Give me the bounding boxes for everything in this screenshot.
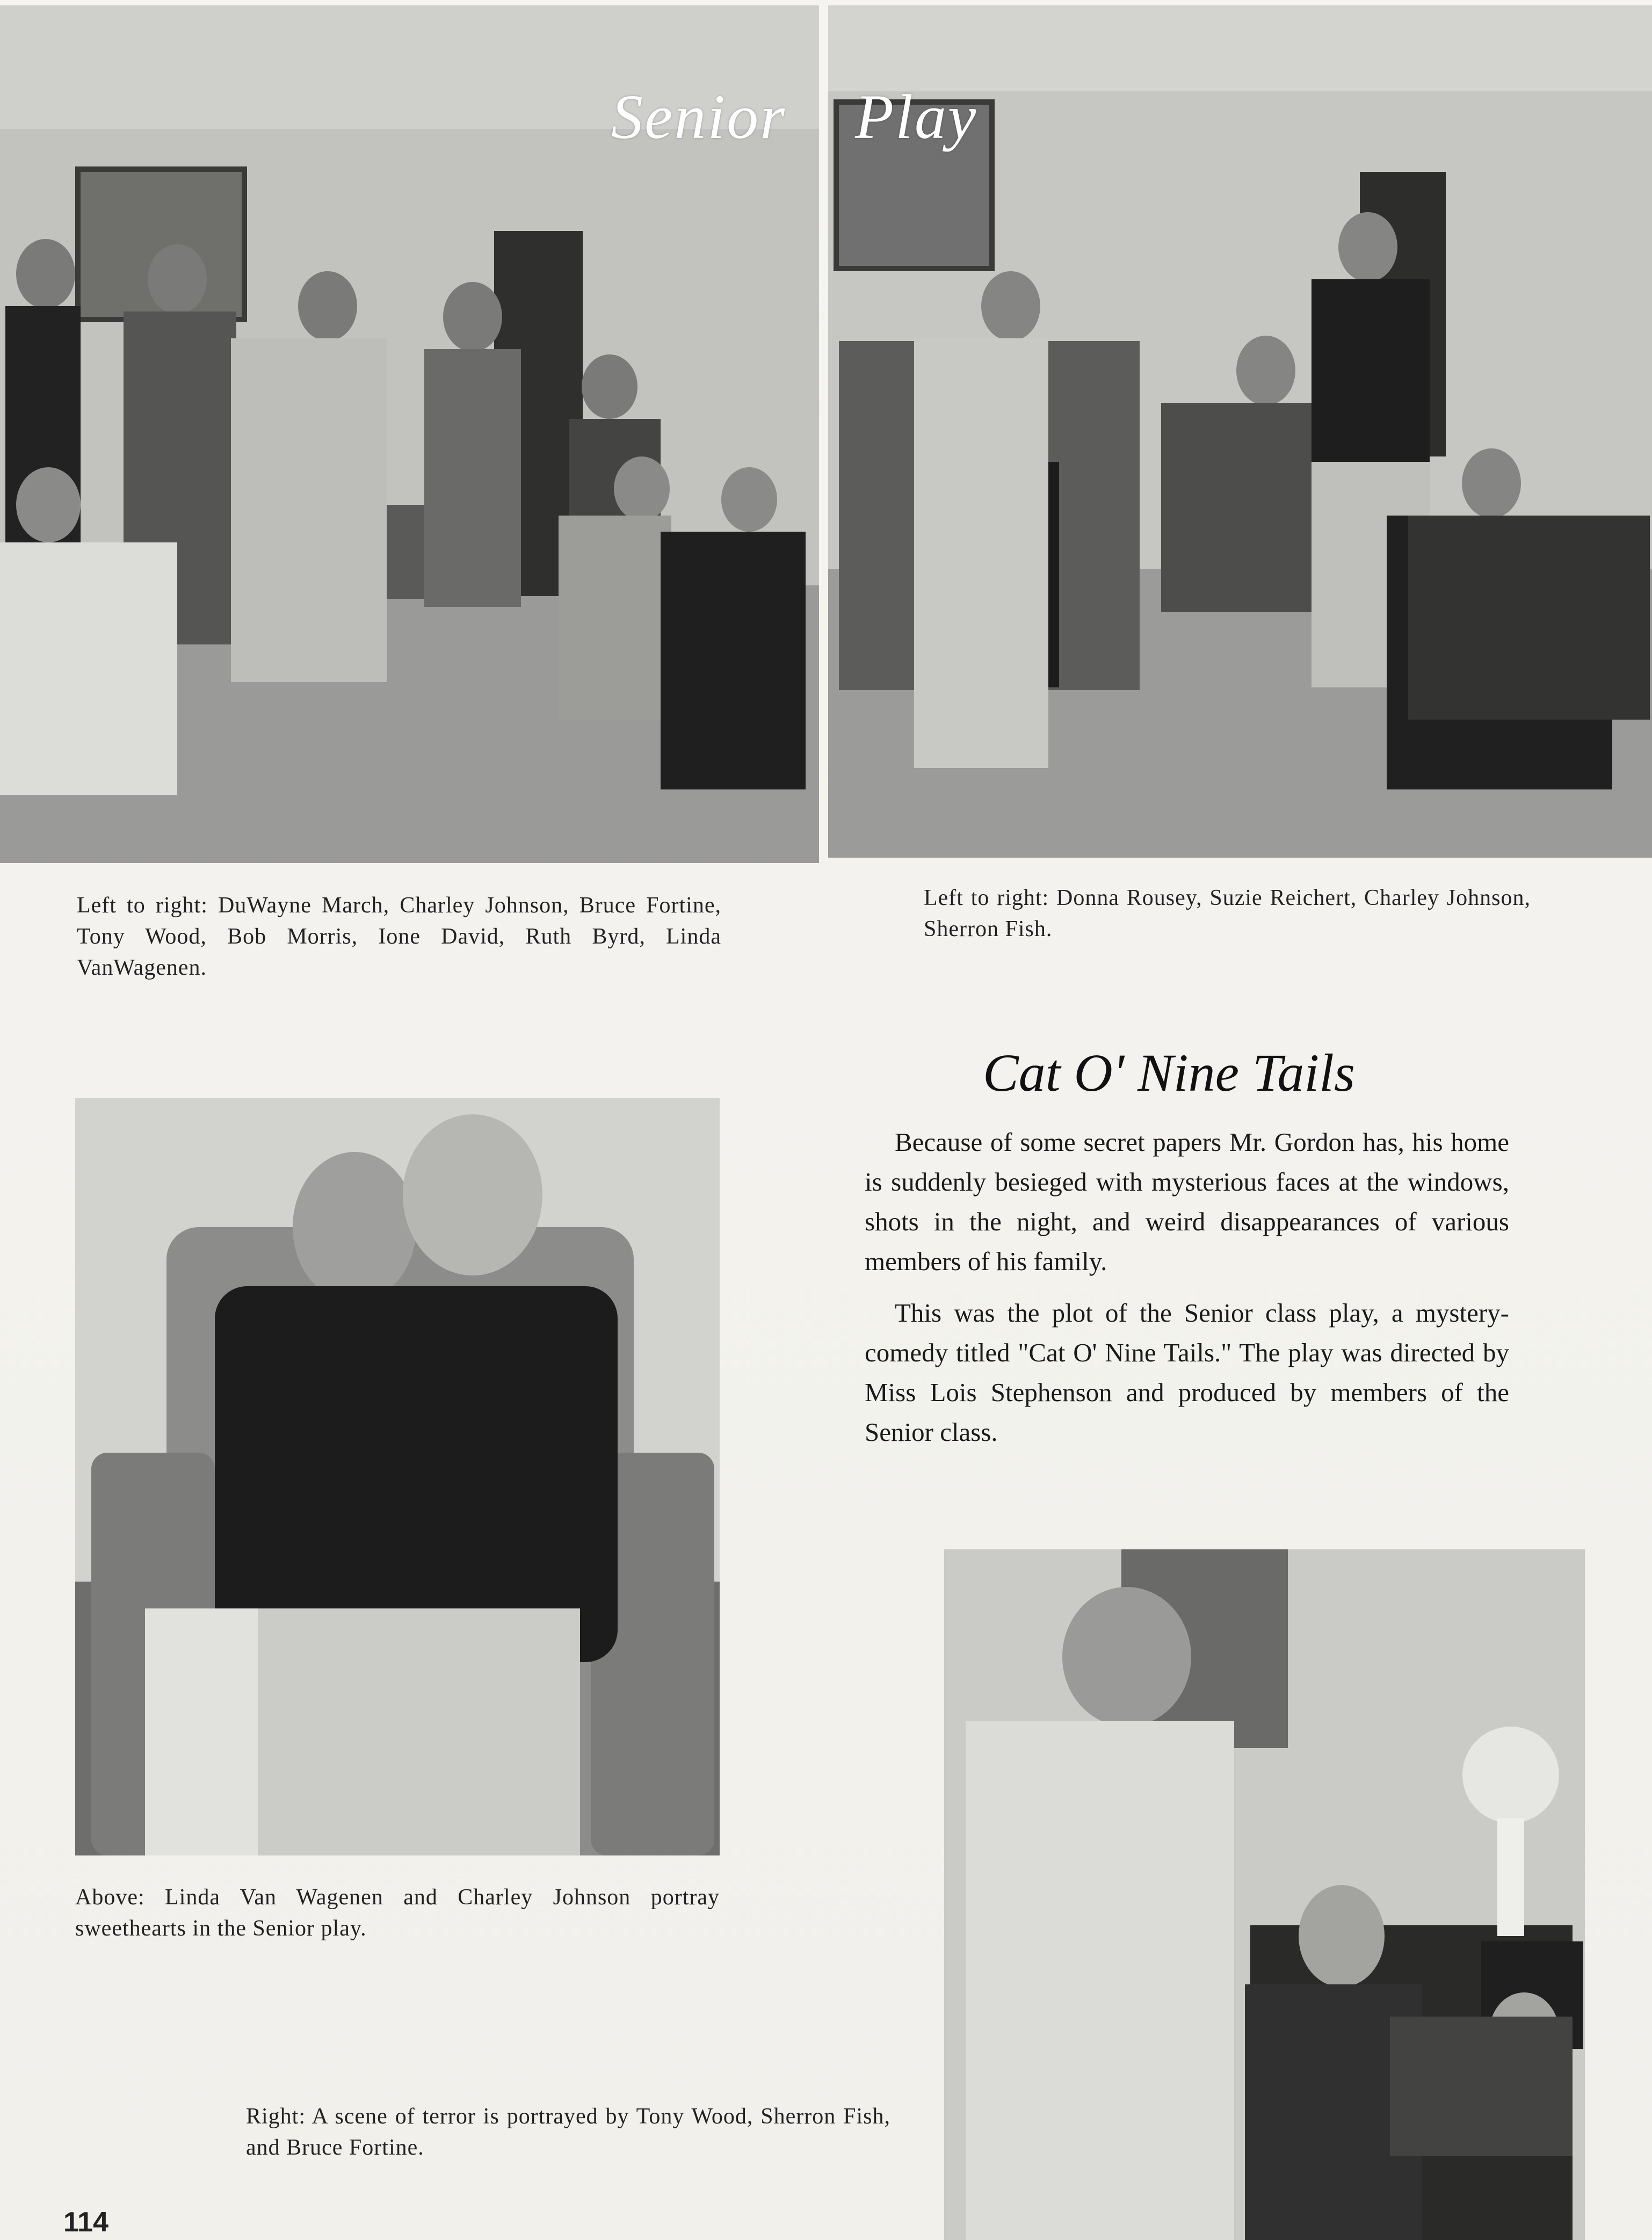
photo-four-actors [828,5,1652,858]
story-paragraph-1: Because of some secret papers Mr. Gordon has, his home is suddenly besieged with mysterious faces at the windows, shots in the night, and weird disappearances of various members of his family. [865,1127,1509,1276]
caption-top-left: Left to right: DuWayne March, Charley Johnson, Bruce Fortine, Tony Wood, Bob Morris, Ione David, Ruth Byrd, Linda VanWagenen. [77,893,721,980]
heading-word-senior: Senior [611,82,787,152]
photo-scene-of-terror [944,1549,1585,2240]
caption-middle-left: Above: Linda Van Wagenen and Charley Johnson portray sweethearts in the Senior play. [75,1885,720,1941]
caption-top-right: Left to right: Donna Rousey, Suzie Reichert, Charley Johnson, Sherron Fish. [924,886,1531,941]
caption-bottom-right: Right: A scene of terror is portrayed by Tony Wood, Sherron Fish, and Bruce Fortine. [246,2104,890,2160]
story-title: Cat O' Nine Tails [983,1043,1355,1103]
heading-word-play: Play [855,82,978,152]
story-paragraph-2: This was the plot of the Senior class play, a mystery-comedy titled "Cat O' Nine Tails." The play was directed by Miss Lois Stephenson and produced by members of the Senior class. [865,1298,1509,1447]
story-body [865,1122,1509,1464]
page-number: 114 [63,2207,108,2238]
photo-sweethearts [75,1098,720,1855]
